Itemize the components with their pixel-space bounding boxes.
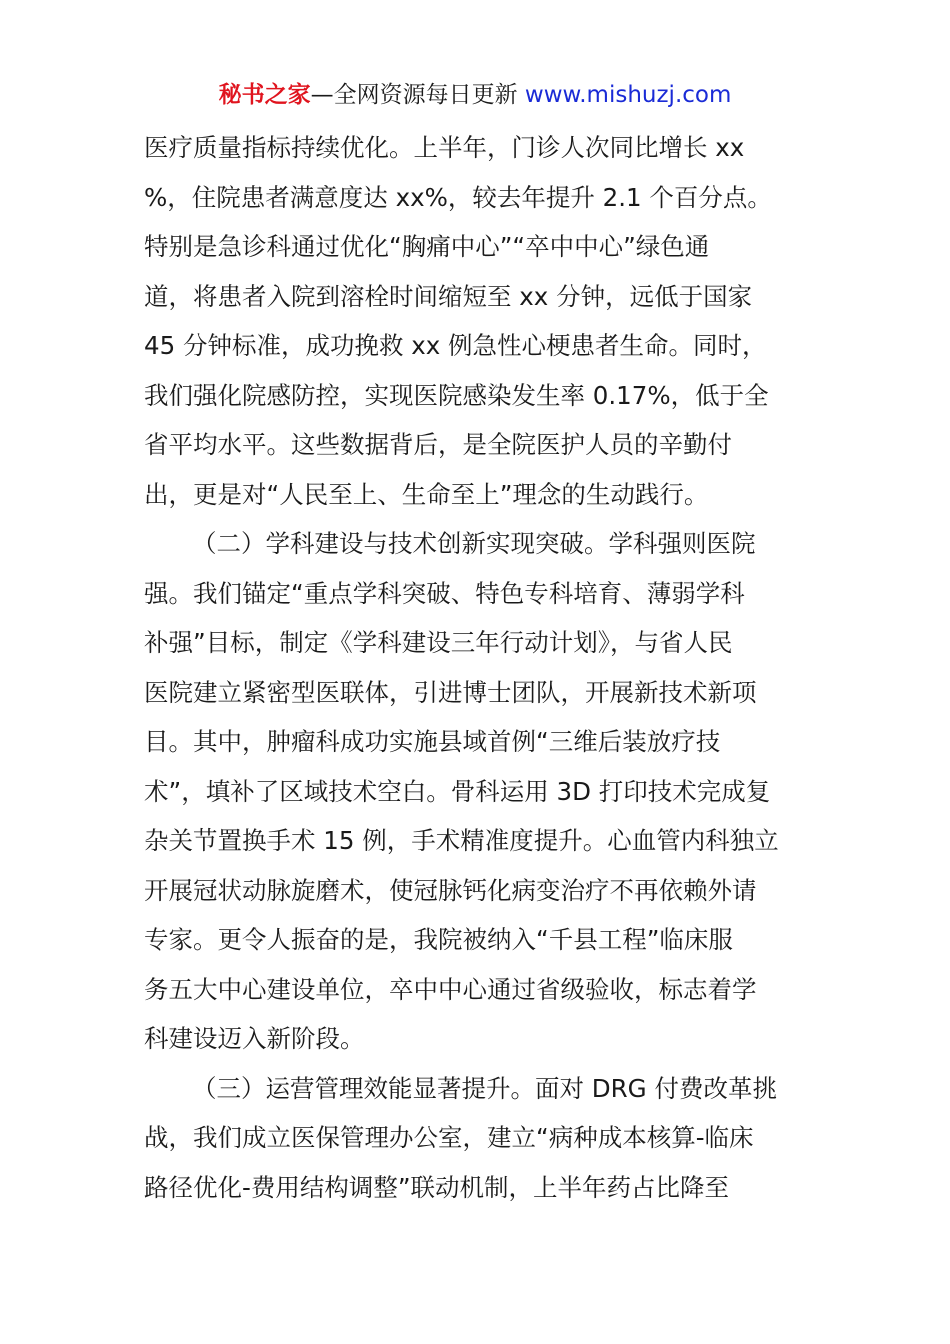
site-brand: 秘书之家 (218, 82, 311, 108)
text-line-content: 专家。更令人振奋的是，我院被纳入“千县工程”临床服 (144, 925, 733, 954)
text-line-content: %，住院患者满意度达 xx%，较去年提升 2.1 个百分点。 (144, 182, 772, 212)
text-line (144, 420, 808, 470)
text-line-content: （二）学科建设与技术创新实现突破。学科强则医院 (192, 529, 756, 558)
text-line (144, 569, 808, 619)
text-line-content: 医疗质量指标持续优化。上半年，门诊人次同比增长 xx (144, 133, 745, 162)
text-line-content: 目。其中，肿瘤科成功实施县域首例“三维后装放疗技 (144, 727, 721, 756)
text-line (144, 965, 808, 1015)
text-line-content: 杂关节置换手术 15 例，手术精准度提升。心血管内科独立 (144, 826, 779, 855)
text-line (144, 123, 808, 173)
text-line-content: 战，我们成立医保管理办公室，建立“病种成本核算-临床 (144, 1123, 754, 1152)
text-line-content: 术”，填补了区域技术空白。骨科运用 3D 打印技术完成复 (144, 776, 771, 806)
text-line-content: 科建设迈入新阶段。 (144, 1024, 365, 1053)
text-line (144, 371, 808, 421)
text-line (144, 618, 808, 668)
text-line (144, 1014, 808, 1064)
text-line-content: 补强”目标，制定《学科建设三年行动计划》，与省人民 (144, 628, 733, 657)
text-line-content: （三）运营管理效能显著提升。面对 DRG 付费改革挑 (192, 1073, 777, 1103)
text-line (144, 173, 808, 223)
site-tagline: —全网资源每日更新 (310, 82, 525, 108)
text-line (144, 272, 808, 322)
text-line (144, 866, 808, 916)
text-line (144, 767, 808, 817)
text-line (144, 717, 808, 767)
text-line (144, 668, 808, 718)
text-line-content: 我们强化院感防控，实现医院感染发生率 0.17%，低于全 (144, 380, 769, 410)
text-line-content: 强。我们锚定“重点学科突破、特色专科培育、薄弱学科 (144, 578, 745, 608)
text-line-content: 务五大中心建设单位，卒中中心通过省级验收，标志着学 (144, 974, 757, 1004)
text-line (144, 470, 808, 520)
text-line (144, 1163, 808, 1213)
text-line-content: 道，将患者入院到溶栓时间缩短至 xx 分钟，远低于国家 (144, 281, 753, 311)
text-line-content: 医院建立紧密型医联体，引进博士团队，开展新技术新项 (144, 677, 757, 707)
text-line-content: 开展冠状动脉旋磨术，使冠脉钙化病变治疗不再依赖外请 (144, 875, 757, 905)
text-line (144, 222, 808, 272)
paragraph-start-line (144, 519, 808, 569)
site-header (0, 78, 950, 112)
text-line-content: 路径优化-费用结构调整”联动机制，上半年药占比降至 (144, 1172, 730, 1202)
text-line (144, 816, 808, 866)
text-line-content: 省平均水平。这些数据背后，是全院医护人员的辛勤付 (144, 430, 732, 459)
document-body (144, 123, 808, 1212)
text-line-content: 出，更是对“人民至上、生命至上”理念的生动践行。 (144, 479, 709, 509)
text-line-content: 特别是急诊科通过优化“胸痛中心”“卒中中心”绿色通 (144, 232, 710, 261)
text-line (144, 321, 808, 371)
text-line (144, 915, 808, 965)
site-url-link[interactable]: www.mishuzj.com (524, 82, 732, 108)
text-line-content: 45 分钟标准，成功挽救 xx 例急性心梗患者生命。同时， (144, 331, 767, 360)
text-line (144, 1113, 808, 1163)
paragraph-start-line (144, 1064, 808, 1114)
